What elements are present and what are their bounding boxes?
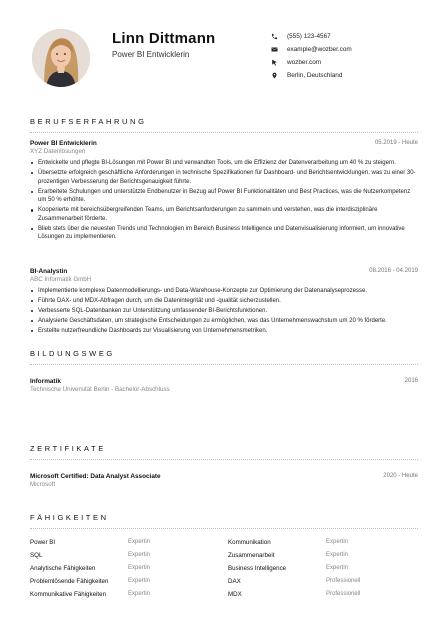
experience-section bbox=[30, 117, 418, 133]
phone-icon bbox=[270, 32, 279, 41]
section-title-experience: BERUFSERFAHRUNG bbox=[30, 117, 147, 126]
job-title: Power BI Entwicklerin bbox=[30, 140, 97, 147]
certificate-date: 2020 - Heute bbox=[383, 473, 418, 479]
skill-name: MDX bbox=[228, 591, 242, 598]
location-pin-icon bbox=[270, 71, 279, 80]
bullet-item: Erarbeitete Schulungen und unterstützte Endbenutzer in Bezug auf Power BI Funktionalitäten und Best Practices, was die Nutzerkompetenz um 50 % erhöhte. bbox=[30, 188, 418, 205]
certificate-title: Microsoft Certified: Data Analyst Associate bbox=[30, 473, 161, 480]
resume-header bbox=[30, 0, 418, 112]
bullet-item: Erstellte nutzerfreundliche Dashboards zur Visualisierung von Unternehmensmetriken. bbox=[30, 327, 418, 336]
degree-date: 2016 bbox=[404, 378, 418, 384]
job-company: ABC Informatik GmbH bbox=[30, 276, 92, 283]
contact-list bbox=[270, 30, 352, 82]
contact-phone bbox=[270, 30, 352, 43]
section-divider bbox=[30, 459, 418, 460]
education-item bbox=[30, 378, 418, 393]
avatar-portrait-icon bbox=[32, 29, 90, 87]
section-divider bbox=[30, 132, 418, 133]
skill-name: Power BI bbox=[30, 539, 56, 546]
skill-level: Professionell bbox=[326, 591, 361, 597]
skill-level: Expertin bbox=[128, 552, 151, 558]
person-name: Linn Dittmann bbox=[112, 30, 216, 47]
job-company: XYZ Datenlösungen bbox=[30, 148, 86, 155]
contact-location bbox=[270, 69, 352, 82]
skill-level: Expertin bbox=[128, 578, 151, 584]
bullet-item: Entwickelte und pflegte BI-Lösungen mit Power BI und verwandten Tools, um die Effizienz der Datenverarbeitung um 40 % zu steigern. bbox=[30, 159, 418, 168]
section-title-certificates: ZERTIFIKATE bbox=[30, 444, 106, 453]
section-title-skills: FÄHIGKEITEN bbox=[30, 513, 109, 522]
section-divider bbox=[30, 528, 418, 529]
skill-level: Expertin bbox=[128, 565, 151, 571]
experience-item bbox=[30, 140, 418, 243]
degree-title: Informatik bbox=[30, 378, 61, 385]
bullet-item: Kooperierte mit bereichsübergreifenden Teams, um Berichtsanforderungen zu sammeln und verstehen, was die interdisziplinäre Zusammenarbeit förderte. bbox=[30, 206, 418, 223]
contact-phone-text: (555) 123-4567 bbox=[287, 33, 331, 40]
skill-name: Business Intelligence bbox=[228, 565, 287, 572]
skill-name: Zusammenarbeit bbox=[228, 552, 275, 559]
certificate-item bbox=[30, 473, 418, 488]
job-date: 05.2019 - Heute bbox=[374, 140, 418, 146]
skills-grid bbox=[30, 538, 418, 599]
skills-section bbox=[30, 513, 418, 599]
contact-website-text[interactable]: wozber.com bbox=[287, 59, 322, 66]
avatar bbox=[32, 29, 90, 87]
skill-name: DAX bbox=[228, 578, 241, 585]
contact-email[interactable] bbox=[270, 43, 352, 56]
certificates-section bbox=[30, 444, 418, 488]
section-divider bbox=[30, 364, 418, 365]
skill-name: Kommunikation bbox=[228, 539, 271, 546]
job-bullets bbox=[30, 287, 418, 336]
job-title: BI-Analystin bbox=[30, 268, 68, 275]
skill-level: Expertin bbox=[128, 591, 151, 597]
skill-name: Kommunikative Fähigkeiten bbox=[30, 591, 107, 598]
contact-website[interactable] bbox=[270, 56, 352, 69]
cursor-icon bbox=[270, 58, 279, 67]
certificate-issuer: Microsoft bbox=[30, 481, 56, 488]
contact-email-text[interactable]: example@wozber.com bbox=[287, 46, 352, 53]
bullet-item: Analysierte Geschäftsdaten, um strategische Entscheidungen zu ermöglichen, was das Unternehmenswachstum um 20 % förderte. bbox=[30, 317, 418, 326]
skill-level: Expertin bbox=[326, 539, 349, 545]
bullet-item: Implementierte komplexe Datenmodellierungs- und Data-Warehouse-Konzepte zur Optimierung der Datenanalyseprozesse. bbox=[30, 287, 418, 296]
skill-name: Problemlösende Fähigkeiten bbox=[30, 578, 109, 585]
skill-name: SQL bbox=[30, 552, 43, 559]
bullet-item: Führte DAX- und MDX-Abfragen durch, um die Datenintegrität und -qualität sicherzustellen. bbox=[30, 297, 418, 306]
contact-location-text: Berlin, Deutschland bbox=[287, 72, 343, 79]
skill-level: Expertin bbox=[326, 565, 349, 571]
skill-level: Expertin bbox=[326, 552, 349, 558]
education-section bbox=[30, 349, 418, 393]
bullet-item: Verbesserte SQL-Datenbanken zur Unterstützung umfassender BI-Berichtsfunktionen. bbox=[30, 307, 418, 316]
experience-item bbox=[30, 268, 418, 337]
bullet-item: Blieb stets über die neuesten Trends und Technologien im Bereich Business Intelligence und Datenvisualisierung informiert, um innovative Lösungen zu implementieren. bbox=[30, 225, 418, 242]
section-title-education: BILDUNGSWEG bbox=[30, 349, 115, 358]
skill-level: Professionell bbox=[326, 578, 361, 584]
mail-icon bbox=[270, 45, 279, 54]
degree-detail: Technische Universität Berlin - Bachelor-Abschluss bbox=[30, 386, 170, 393]
skill-name: Analytische Fähigkeiten bbox=[30, 565, 96, 572]
skill-level: Expertin bbox=[128, 539, 151, 545]
job-date: 08.2016 - 04.2019 bbox=[369, 268, 418, 274]
bullet-item: Übersetzte erfolgreich geschäftliche Anforderungen in technische Spezifikationen für Dashboard- und Berichtsentwicklungen, was zu einer 30-prozentigen Verbesserung der Berichtsgenauigkeit führte. bbox=[30, 169, 418, 186]
job-bullets bbox=[30, 159, 418, 242]
person-title: Power BI Entwicklerin bbox=[112, 50, 190, 59]
